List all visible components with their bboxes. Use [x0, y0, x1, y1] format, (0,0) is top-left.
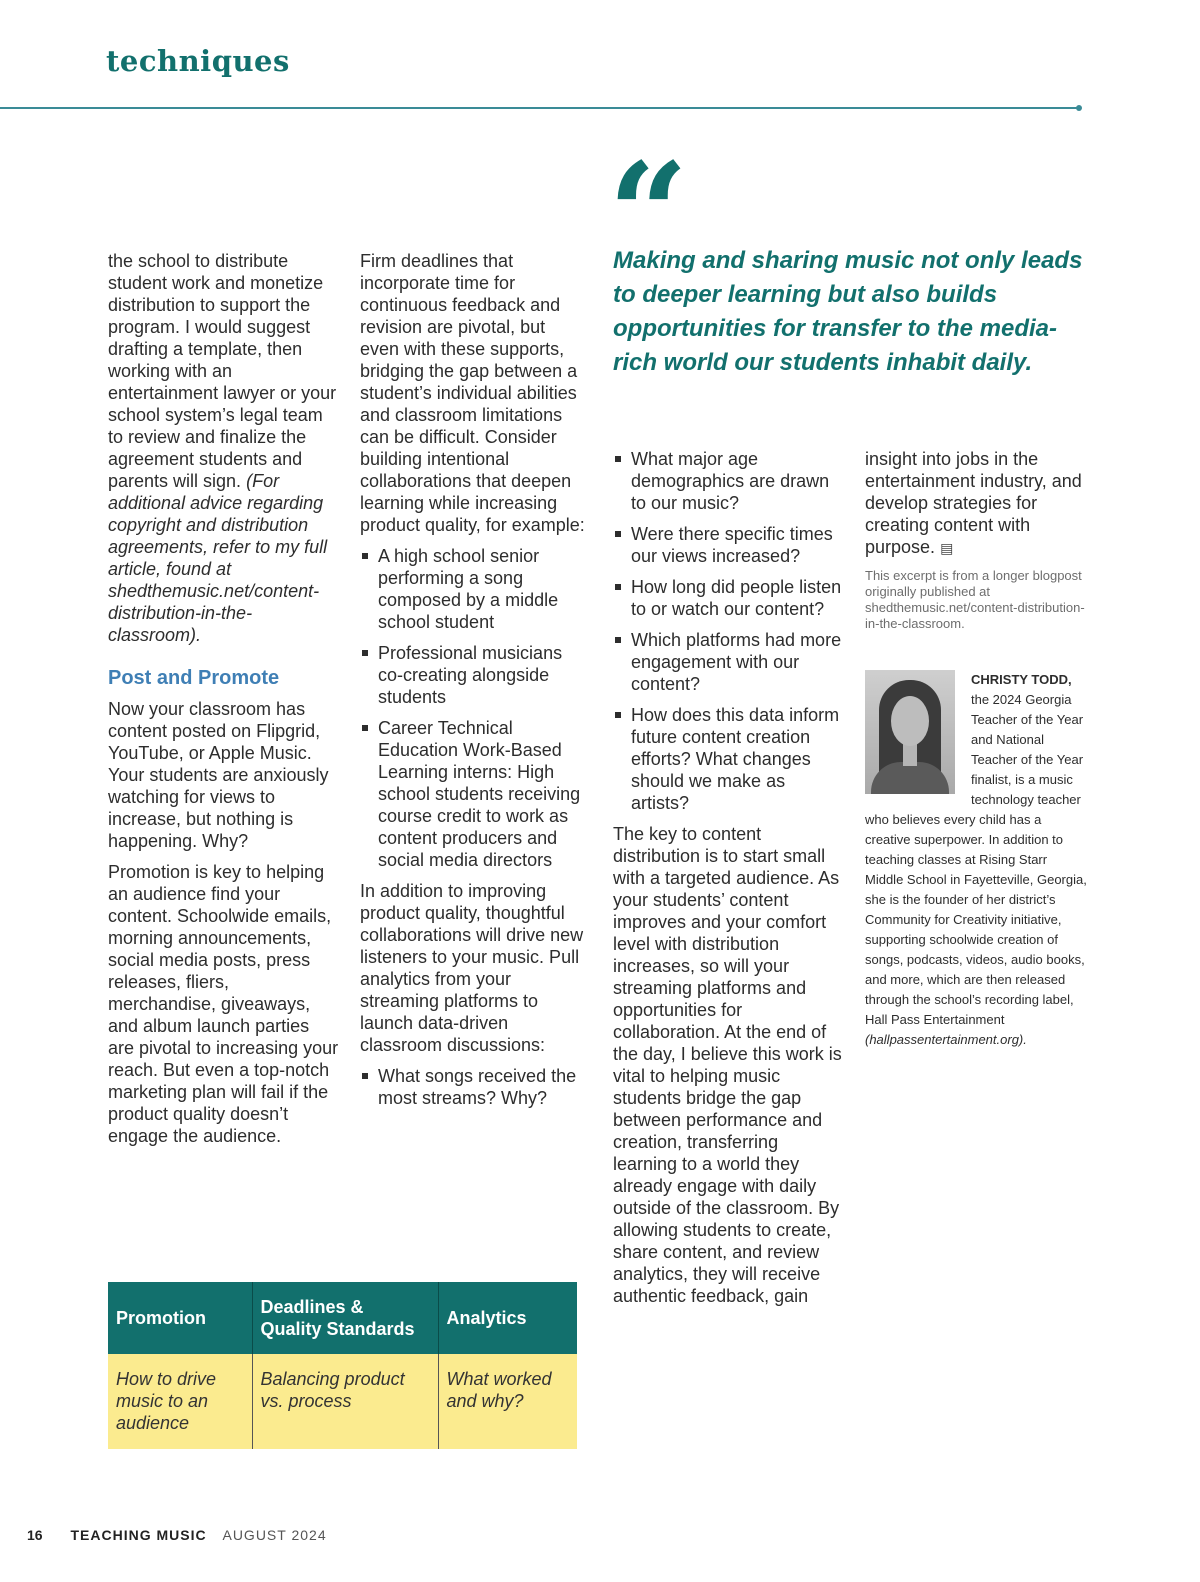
list-item: How does this data inform future content creation efforts? What changes should we make as artists?: [613, 704, 845, 814]
list-item: How long did people listen to or watch our content?: [613, 576, 845, 620]
end-mark-icon: ▤: [940, 540, 954, 556]
analytics-questions-list: [360, 1065, 586, 1109]
author-photo: [865, 670, 955, 794]
column-1: [108, 250, 340, 1156]
column-1-paragraph: [108, 250, 340, 646]
column-2: [360, 250, 586, 1118]
list-item: What songs received the most streams? Why?: [360, 1065, 586, 1109]
header-rule-dot: [1076, 105, 1082, 111]
list-item: A high school senior performing a song composed by a middle school student: [360, 545, 586, 633]
author-bio-text: the 2024 Georgia Teacher of the Year and National Teacher of the Year finalist, is a music technology teacher who believes every child has a creative superpower. In addition to teaching classes at Rising Starr Middle School in Fayetteville, Georgia, she is the founder of her district’s Community for Creativity initiative, supporting schoolwide creation of songs, podcasts, videos, audio books, and more, which are then released through the school’s recording label, Hall Pass Entertainment: [865, 692, 1087, 1027]
column-2-paragraph: In addition to improving product quality, thoughtful collaborations will drive new listeners to your music. Pull analytics from your streaming platforms to launch data-driven classroom discussions:: [360, 881, 584, 1055]
table-row: [108, 1354, 577, 1449]
table-header: Promotion: [108, 1282, 252, 1354]
column-4-paragraph: [865, 448, 1087, 559]
table-cell: What worked and why?: [438, 1354, 577, 1449]
list-item: What major age demographics are drawn to our music?: [613, 448, 845, 514]
body-text: the school to distribute student work and monetize distribution to support the program. I would suggest drafting a template, then working with an entertainment lawyer or your school system’s legal team to review and finalize the agreement students and parents will sign.: [108, 251, 337, 491]
column-3: [613, 448, 845, 1316]
table-cell: Balancing product vs. process: [252, 1354, 438, 1449]
body-text: insight into jobs in the entertainment industry, and develop strategies for creating content with purpose.: [865, 449, 1082, 557]
list-item: Which platforms had more engagement with our content?: [613, 629, 845, 695]
section-title: techniques: [106, 44, 290, 78]
column-1-paragraph: Now your classroom has content posted on Flipgrid, YouTube, or Apple Music. Your students are anxiously watching for views to increase, but nothing is happening. Why?: [108, 699, 329, 851]
quote-mark-icon: “: [608, 145, 689, 235]
collaboration-list: [360, 545, 586, 871]
page-footer: [27, 1526, 327, 1544]
list-item: Were there specific times our views increased?: [613, 523, 845, 567]
author-name: CHRISTY TODD,: [971, 672, 1072, 687]
table-header: Deadlines & Quality Standards: [252, 1282, 438, 1354]
page-number: 16: [27, 1527, 43, 1543]
table-header: Analytics: [438, 1282, 577, 1354]
column-4: [865, 448, 1087, 1050]
analytics-questions-list: [613, 448, 845, 814]
column-1-paragraph: Promotion is key to helping an audience find your content. Schoolwide emails, morning announcements, social media posts, press releases, fliers, merchandise, giveaways, and album launch parties are pivotal to increasing your reach. But even a top-notch marketing plan will fail if the product quality doesn’t engage the audience.: [108, 862, 339, 1146]
table-header-row: [108, 1282, 577, 1354]
list-item: Career Technical Education Work-Based Learning interns: High school students receiving course credit to work as content producers and social media directors: [360, 717, 586, 871]
article-link-note: (For additional advice regarding copyright and distribution agreements, refer to my full article, found at shedthemusic.net/content-distribution-in-the-classroom).: [108, 471, 328, 645]
list-item: Professional musicians co-creating alongside students: [360, 642, 586, 708]
pull-quote: Making and sharing music not only leads to deeper learning but also builds opportunities for transfer to the media-rich world our students inhabit daily.: [613, 247, 1083, 376]
author-website-link: (hallpassentertainment.org).: [865, 1032, 1027, 1047]
summary-table: [108, 1282, 577, 1449]
subhead-post-and-promote: Post and Promote: [108, 667, 280, 689]
excerpt-note: This excerpt is from a longer blogpost originally published at shedthemusic.net/content-distribution-in-the-classroom.: [865, 568, 1085, 631]
header-rule: [0, 107, 1080, 109]
author-bio: [865, 670, 1087, 1050]
publication-name: TEACHING MUSIC: [70, 1527, 207, 1543]
issue-date: AUGUST 2024: [222, 1527, 327, 1543]
column-2-paragraph: Firm deadlines that incorporate time for continuous feedback and revision are pivotal, but even with these supports, bridging the gap between a student’s individual abilities and classroom limitations can be difficult. Consider building intentional collaborations that deepen learning while increasing product quality, for example:: [360, 251, 585, 535]
column-3-paragraph: The key to content distribution is to start small with a targeted audience. As your students’ content improves and your comfort level with distribution increases, so will your streaming platforms and opportunities for collaboration. At the end of the day, I believe this work is vital to helping music students bridge the gap between performance and creation, transferring learning to a world they already engage with daily outside of the classroom. By allowing students to create, share content, and review analytics, they will receive authentic feedback, gain: [613, 824, 842, 1306]
table-cell: How to drive music to an audience: [108, 1354, 252, 1449]
